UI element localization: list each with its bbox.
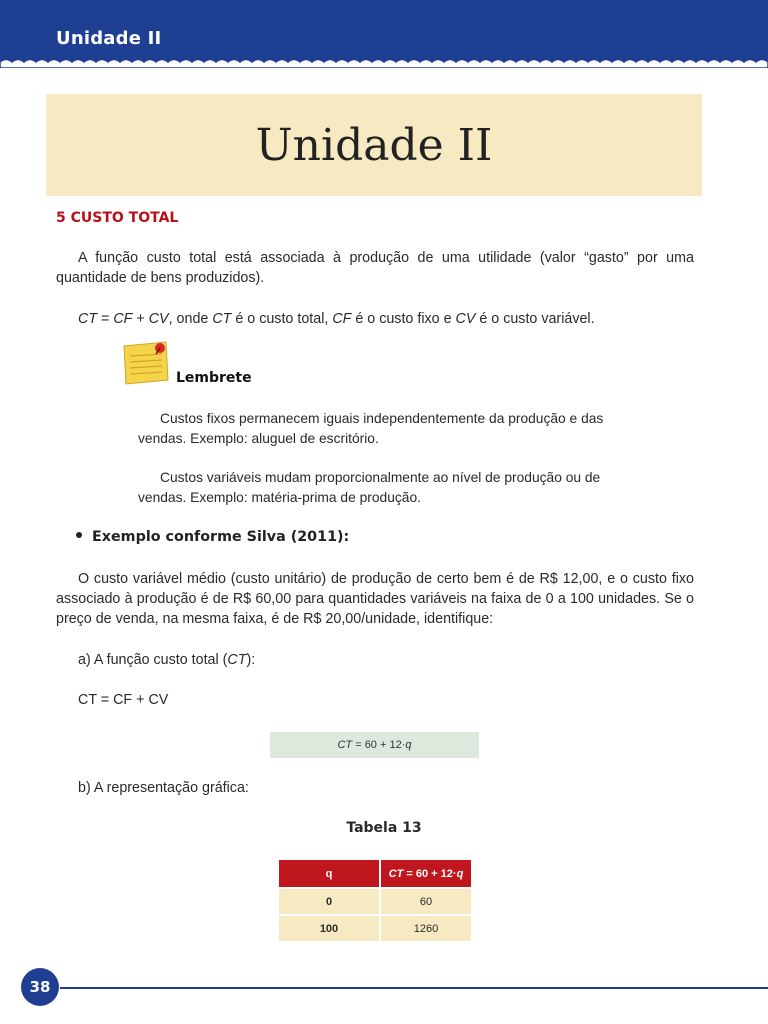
item-a-var: CT <box>227 652 247 668</box>
data-table <box>279 860 471 941</box>
var-ct: CT <box>78 311 98 327</box>
text-eq: = <box>97 311 114 327</box>
intro-paragraph: A função custo total está associada à produção de uma utilidade (valor “gasto” por uma quantidade de bens produzidos). <box>56 250 694 286</box>
bullet-icon <box>76 532 82 538</box>
reminder-paragraph-fixed: Custos fixos permanecem iguais independentemente da produção e das vendas. Exemplo: aluguel de escritório. <box>138 411 604 446</box>
footer-rule <box>60 987 768 989</box>
text-2: é o custo total, <box>231 311 333 327</box>
page-title: Unidade II <box>255 119 493 171</box>
text-plus: + <box>132 311 149 327</box>
item-a-prefix: a) A função custo total ( <box>78 652 228 668</box>
formula-q: q <box>405 739 412 751</box>
cell-ct: 60 <box>380 888 471 915</box>
reminder-label: Lembrete <box>176 370 252 386</box>
formula-ct: CT <box>337 739 353 751</box>
text-4: é o custo variável. <box>475 311 595 327</box>
header-ct-rest: = 60 + 12· <box>403 867 457 880</box>
example-bullet <box>76 529 349 545</box>
var-ct-2: CT <box>212 311 232 327</box>
text-1: , onde <box>168 311 213 327</box>
table-header-row <box>279 860 471 888</box>
sticky-note-icon <box>120 340 172 391</box>
header-ct <box>380 860 471 888</box>
item-b: b) A representação gráfica: <box>78 780 249 796</box>
formula-box <box>270 732 479 758</box>
formula-rest: = 60 + 12· <box>352 739 406 751</box>
formula-line: CT = CF + CV <box>78 692 169 708</box>
page-number: 38 <box>21 968 59 1006</box>
var-cv: CV <box>148 311 169 327</box>
table-caption: Tabela 13 <box>346 820 422 836</box>
title-banner <box>46 94 702 196</box>
definition-paragraph <box>56 309 694 329</box>
var-cv-2: CV <box>455 311 476 327</box>
text-3: é o custo fixo e <box>351 311 456 327</box>
cell-ct: 1260 <box>380 915 471 941</box>
running-head: Unidade II <box>56 28 162 49</box>
header-ct-q: q <box>456 867 464 880</box>
item-a-suffix: ): <box>246 652 256 668</box>
table-row <box>279 888 471 915</box>
header-ct-var: CT <box>388 867 404 880</box>
var-cf-2: CF <box>332 311 352 327</box>
item-a <box>56 650 694 670</box>
header-q: q <box>279 860 380 888</box>
example-bullet-text: Exemplo conforme Silva (2011): <box>92 529 350 545</box>
var-cf: CF <box>113 311 133 327</box>
section-heading: 5 CUSTO TOTAL <box>56 210 179 226</box>
table-row <box>279 915 471 941</box>
example-paragraph: O custo variável médio (custo unitário) de produção de certo bem é de R$ 12,00, e o custo fixo associado à produção é de R$ 60,00 para quantidades variáveis na faixa de 0 a 100 unidades. Se o preço de venda, na mesma faixa, é de R$ 20,00/unidade, identifique: <box>56 571 694 627</box>
wave-border <box>0 56 768 68</box>
cell-q: 0 <box>279 888 380 915</box>
cell-q: 100 <box>279 915 380 941</box>
reminder-paragraph-variable: Custos variáveis mudam proporcionalmente ao nível de produção ou de vendas. Exemplo: matéria-prima de produção. <box>138 470 601 505</box>
